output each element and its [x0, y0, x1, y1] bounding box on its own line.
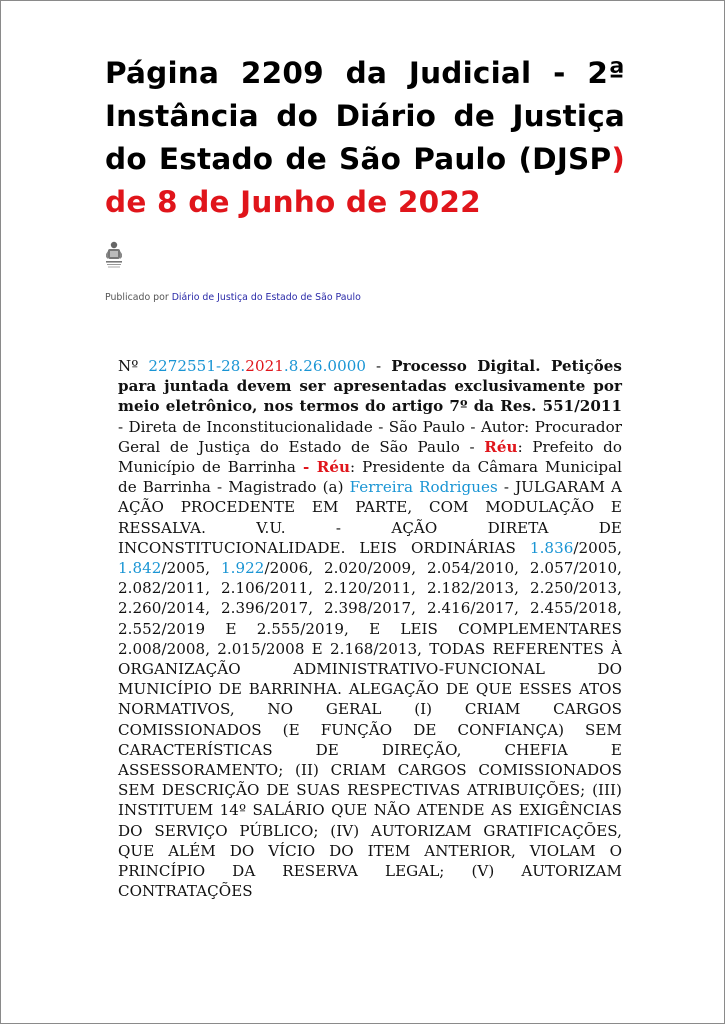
magistrate-link[interactable]: Ferreira Rodrigues — [349, 478, 498, 497]
publisher-prefix: Publicado por — [105, 292, 169, 303]
law-link-2[interactable]: 1.842 — [118, 559, 162, 578]
title-black-part: Página 2209 da Judicial - 2ª Instância do Diário de Justiça do Estado de São Paulo (DJSP — [105, 56, 625, 176]
process-heading: Processo Digital. Petições para juntada devem ser apresentadas exclusivamente por meio eletrônico, nos termos do artigo 7º da Res. 551/2011 — [118, 357, 622, 416]
process-text-4: - JULGARAM A AÇÃO PROCEDENTE EM PARTE, COM MODULAÇÃO E RESSALVA. V.U. - AÇÃO DIRETA DE INCONSTITUCIONALIDADE. LEIS ORDINÁRIAS — [118, 478, 622, 557]
law-2-year: /2005, — [161, 559, 211, 578]
publisher-link[interactable]: Diário de Justiça do Estado de São Paulo — [171, 292, 361, 303]
number-prefix: Nº — [118, 357, 139, 375]
reu-label-2: - Réu — [302, 458, 351, 477]
coat-of-arms-icon — [104, 240, 124, 270]
process-number-link-2[interactable]: .8.26.0000 — [283, 357, 367, 375]
publisher-line — [105, 292, 361, 303]
law-link-1[interactable]: 1.836 — [529, 538, 574, 557]
process-number-year: 2021 — [245, 357, 284, 375]
page-title — [105, 52, 625, 224]
title-date-part: ) de 8 de Junho de 2022 — [105, 142, 625, 219]
law-link-3[interactable]: 1.922 — [221, 559, 265, 578]
process-text-3: : Presidente da Câmara Municipal de Barrinha - Magistrado (a) — [118, 458, 622, 497]
law-1-year: /2005, — [573, 538, 622, 557]
reu-label-1: Réu — [484, 437, 518, 456]
process-paragraph: Nº 2272551-28.2021.8.26.0000 - Processo Digital. Petições para juntada devem ser apresentadas exclusivamente por meio eletrônico, nos termos do artigo 7º da Res. 551/2011 - Direta de Inconstitucionalidade - São Paulo - Autor: Procurador Geral de Justiça do Estado de São Paulo - Réu: Prefeito do Município de Barrinha - Réu: Presidente da Câmara Municipal de Barrinha - Magistrado (a) Ferreira Rodrigues - JULGARAM A AÇÃO PROCEDENTE EM PARTE, COM MODULAÇÃO E RESSALVA. V.U. - AÇÃO DIRETA DE INCONSTITUCIONALIDADE. LEIS ORDINÁRIAS 1.836/2005, 1.842/2005, 1.922/2006, 2.020/2009, 2.054/2010, 2.057/2010, 2.082/2011, 2.106/2011, 2.120/2011, 2.182/2013, 2.250/2013, 2.260/2014, 2.396/2017, 2.398/2017, 2.416/2017, 2.455/2018, 2.552/2019 E 2.555/2019, E LEIS COMPLEMENTARES 2.008/2008, 2.015/2008 E 2.168/2013, TODAS REFERENTES À ORGANIZAÇÃO ADMINISTRATIVO-FUNCIONAL DO MUNICÍPIO DE BARRINHA. ALEGAÇÃO DE QUE ESSES ATOS NORMATIVOS, NO GERAL (I) CRIAM CARGOS COMISSIONADOS (E FUNÇÃO DE CONFIANÇA) SEM CARACTERÍSTICAS DE DIREÇÃO, CHEFIA E ASSESSORAMENTO; (II) CRIAM CARGOS COMISSIONADOS SEM DESCRIÇÃO DE SUAS RESPECTIVAS ATRIBUIÇÕES; (III) INSTITUEM 14º SALÁRIO QUE NÃO ATENDE AS EXIGÊNCIAS DO SERVIÇO PÚBLICO; (IV) AUTORIZAM GRATIFICAÇÕES, QUE ALÉM DO VÍCIO DO ITEM ANTERIOR, VIOLAM O PRINCÍPIO DA RESERVA LEGAL; (V) AUTORIZAM CONTRATAÇÕES — [118, 357, 622, 901]
document-body — [118, 356, 622, 901]
process-number-link-1[interactable]: 2272551-28. — [148, 357, 246, 375]
process-text-2: : Prefeito do Município de Barrinha — [118, 437, 622, 477]
process-text-1: Direta de Inconstitucionalidade - São Paulo - Autor: Procurador Geral de Justiça do Estado de São Paulo - — [118, 417, 622, 456]
process-text-5: /2006, 2.020/2009, 2.054/2010, 2.057/2010, 2.082/2011, 2.106/2011, 2.120/2011, 2.182/2013, 2.250/2013, 2.260/2014, 2.396/2017, 2.398/2017, 2.416/2017, 2.455/2018, 2.552/2019 E 2.555/2019, E LEIS COMPLEMENTARES 2.008/2008, 2.015/2008 E 2.168/2013, TODAS REFERENTES À ORGANIZAÇÃO ADMINISTRATIVO-FUNCIONAL DO MUNICÍPIO DE BARRINHA. ALEGAÇÃO DE QUE ESSES ATOS NORMATIVOS, NO GERAL (I) CRIAM CARGOS COMISSIONADOS (E FUNÇÃO DE CONFIANÇA) SEM CARACTERÍSTICAS DE DIREÇÃO, CHEFIA E ASSESSORAMENTO; (II) CRIAM CARGOS COMISSIONADOS SEM DESCRIÇÃO DE SUAS RESPECTIVAS ATRIBUIÇÕES; (III) INSTITUEM 14º SALÁRIO QUE NÃO ATENDE AS EXIGÊNCIAS DO SERVIÇO PÚBLICO; (IV) AUTORIZAM GRATIFICAÇÕES, QUE ALÉM DO VÍCIO DO ITEM ANTERIOR, VIOLAM O PRINCÍPIO DA RESERVA LEGAL; (V) AUTORIZAM CONTRATAÇÕES — [118, 559, 622, 901]
